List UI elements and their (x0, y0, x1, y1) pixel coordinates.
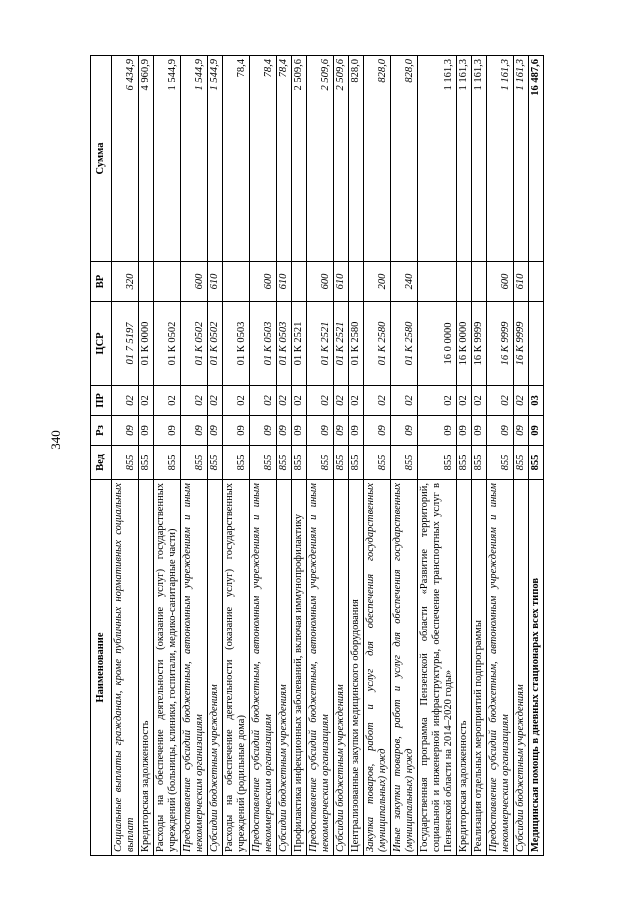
cell-ved: 855 (112, 446, 139, 480)
cell-name: Предоставление субсидий бюджетным, автономным учреждениям и иным некоммерческим организациям (307, 480, 334, 856)
cell-pr: 02 (154, 386, 181, 416)
cell-rz: 09 (250, 416, 277, 446)
table-row (334, 56, 349, 856)
cell-sum: 78,4 (250, 56, 277, 262)
cell-pr: 02 (112, 386, 139, 416)
cell-name: Социальные выплаты гражданам, кроме публичных нормативных социальных выплат (112, 480, 139, 856)
cell-sum: 1 544,9 (208, 56, 223, 262)
cell-sum: 2 509,6 (292, 56, 307, 262)
cell-rz: 09 (391, 416, 418, 446)
cell-sum: 828,0 (349, 56, 364, 262)
cell-vr (529, 262, 544, 302)
cell-sum: 828,0 (364, 56, 391, 262)
cell-name: Предоставление субсидий бюджетным, автономным учреждениям и иным некоммерческим организациям (250, 480, 277, 856)
table-row (154, 56, 181, 856)
cell-ved: 855 (154, 446, 181, 480)
cell-rz: 09 (334, 416, 349, 446)
cell-ved: 855 (334, 446, 349, 480)
cell-name: Иные закупки товаров, работ и услуг для обеспечения государственных (муниципальных) нужд (391, 480, 418, 856)
cell-vr: 600 (181, 262, 208, 302)
cell-ved: 855 (277, 446, 292, 480)
cell-pr: 02 (457, 386, 472, 416)
cell-csr: 01 К 0503 (223, 302, 250, 386)
cell-rz: 09 (208, 416, 223, 446)
cell-sum: 78,4 (277, 56, 292, 262)
cell-csr: 16 К 9999 (472, 302, 487, 386)
cell-name: Закупка товаров, работ и услуг для обеспечения государственных (муниципальных) нужд (364, 480, 391, 856)
cell-name: Кредиторская задолженность (139, 480, 154, 856)
cell-pr: 02 (181, 386, 208, 416)
cell-rz: 09 (487, 416, 514, 446)
cell-pr: 02 (391, 386, 418, 416)
cell-pr: 02 (334, 386, 349, 416)
cell-vr (292, 262, 307, 302)
cell-name: Расходы на обеспечение деятельности (оказание услуг) государственных учреждений (родильные дома) (223, 480, 250, 856)
cell-csr: 01 К 0502 (181, 302, 208, 386)
cell-csr: 01 К 0502 (208, 302, 223, 386)
cell-ved: 855 (472, 446, 487, 480)
table-row (292, 56, 307, 856)
cell-rz: 09 (418, 416, 457, 446)
cell-ved: 855 (514, 446, 529, 480)
table-row (418, 56, 457, 856)
cell-ved: 855 (181, 446, 208, 480)
page-number: 340 (48, 430, 63, 450)
cell-sum: 1 161,3 (418, 56, 457, 262)
cell-sum: 1 544,9 (154, 56, 181, 262)
cell-sum: 1 161,3 (514, 56, 529, 262)
cell-vr: 320 (112, 262, 139, 302)
table-row (529, 56, 544, 856)
cell-rz: 09 (139, 416, 154, 446)
cell-csr: 01 К 2521 (334, 302, 349, 386)
table-row (208, 56, 223, 856)
table-row (349, 56, 364, 856)
cell-rz: 09 (112, 416, 139, 446)
cell-ved: 855 (208, 446, 223, 480)
header-rz: Рз (91, 416, 112, 446)
cell-ved: 855 (250, 446, 277, 480)
cell-name: Предоставление субсидий бюджетным, автономным учреждениям и иным некоммерческим организациям (181, 480, 208, 856)
cell-pr: 02 (139, 386, 154, 416)
cell-csr: 16 К 9999 (514, 302, 529, 386)
cell-pr: 02 (364, 386, 391, 416)
table-row (181, 56, 208, 856)
cell-csr: 01 К 0503 (277, 302, 292, 386)
table-row (250, 56, 277, 856)
cell-name: Кредиторская задолженность (457, 480, 472, 856)
cell-csr: 01 К 0503 (250, 302, 277, 386)
rotated-table-container (90, 56, 570, 856)
cell-csr: 01 К 2521 (292, 302, 307, 386)
cell-csr: 16 К 0000 (457, 302, 472, 386)
table-header-row (91, 56, 112, 856)
cell-rz: 09 (307, 416, 334, 446)
cell-csr (529, 302, 544, 386)
cell-ved: 855 (223, 446, 250, 480)
cell-csr: 01 К 0000 (139, 302, 154, 386)
cell-pr: 03 (529, 386, 544, 416)
cell-sum: 1 544,9 (181, 56, 208, 262)
cell-vr (472, 262, 487, 302)
cell-ved: 855 (307, 446, 334, 480)
cell-vr (349, 262, 364, 302)
cell-rz: 09 (364, 416, 391, 446)
cell-vr: 610 (514, 262, 529, 302)
cell-sum: 2 509,6 (334, 56, 349, 262)
cell-csr: 01 К 2580 (391, 302, 418, 386)
header-pr: ПР (91, 386, 112, 416)
cell-sum: 4 960,9 (139, 56, 154, 262)
cell-csr: 16 0 0000 (418, 302, 457, 386)
cell-vr (457, 262, 472, 302)
cell-csr: 01 К 0502 (154, 302, 181, 386)
cell-vr: 200 (364, 262, 391, 302)
header-sum: Сумма (91, 56, 112, 262)
cell-pr: 02 (307, 386, 334, 416)
cell-ved: 855 (139, 446, 154, 480)
cell-vr: 610 (334, 262, 349, 302)
cell-rz: 09 (277, 416, 292, 446)
cell-rz: 09 (457, 416, 472, 446)
cell-ved: 855 (391, 446, 418, 480)
cell-vr: 610 (277, 262, 292, 302)
cell-vr: 610 (208, 262, 223, 302)
table-body (112, 56, 544, 856)
cell-sum: 828,0 (391, 56, 418, 262)
cell-vr (418, 262, 457, 302)
cell-vr (139, 262, 154, 302)
cell-sum: 1 161,3 (457, 56, 472, 262)
cell-rz: 09 (292, 416, 307, 446)
cell-ved: 855 (364, 446, 391, 480)
cell-sum: 78,4 (223, 56, 250, 262)
cell-name: Субсидии бюджетным учреждениям (514, 480, 529, 856)
table-row (391, 56, 418, 856)
cell-pr: 02 (277, 386, 292, 416)
cell-pr: 02 (250, 386, 277, 416)
cell-name: Расходы на обеспечение деятельности (оказание услуг) государственных учреждений (больницы, клиники, госпитали, медико-санитарные части) (154, 480, 181, 856)
cell-csr: 16 К 9999 (487, 302, 514, 386)
cell-name: Предоставление субсидий бюджетным, автономным учреждениям и иным некоммерческим организациям (487, 480, 514, 856)
cell-ved: 855 (529, 446, 544, 480)
cell-ved: 855 (457, 446, 472, 480)
cell-pr: 02 (514, 386, 529, 416)
table-row (487, 56, 514, 856)
cell-csr: 01 К 2521 (307, 302, 334, 386)
cell-sum: 16 487,6 (529, 56, 544, 262)
cell-ved: 855 (487, 446, 514, 480)
budget-table (90, 55, 544, 856)
cell-sum: 1 161,3 (472, 56, 487, 262)
table-row (139, 56, 154, 856)
cell-name: Субсидии бюджетным учреждениям (334, 480, 349, 856)
cell-name: Централизованные закупки медицинского оборудования (349, 480, 364, 856)
header-ved: Вед (91, 446, 112, 480)
table-row (472, 56, 487, 856)
cell-ved: 855 (418, 446, 457, 480)
cell-rz: 09 (472, 416, 487, 446)
cell-vr (154, 262, 181, 302)
cell-vr: 600 (487, 262, 514, 302)
cell-name: Реализация отдельных мероприятий подпрограммы (472, 480, 487, 856)
cell-rz: 09 (223, 416, 250, 446)
cell-csr: 01 7 5197 (112, 302, 139, 386)
cell-rz: 09 (181, 416, 208, 446)
cell-vr: 600 (250, 262, 277, 302)
cell-vr: 600 (307, 262, 334, 302)
cell-name: Субсидии бюджетным учреждениям (277, 480, 292, 856)
cell-sum: 6 434,9 (112, 56, 139, 262)
cell-rz: 09 (154, 416, 181, 446)
cell-pr: 02 (418, 386, 457, 416)
cell-ved: 855 (292, 446, 307, 480)
header-vr: ВР (91, 262, 112, 302)
cell-csr: 01 К 2580 (349, 302, 364, 386)
header-csr: ЦСР (91, 302, 112, 386)
table-row (223, 56, 250, 856)
table-row (307, 56, 334, 856)
table-row (457, 56, 472, 856)
cell-pr: 02 (223, 386, 250, 416)
cell-rz: 09 (529, 416, 544, 446)
cell-pr: 02 (349, 386, 364, 416)
cell-name: Субсидии бюджетным учреждениям (208, 480, 223, 856)
table-row (364, 56, 391, 856)
table-row (112, 56, 139, 856)
cell-sum: 1 161,3 (487, 56, 514, 262)
table-row (277, 56, 292, 856)
cell-name: Профилактика инфекционных заболеваний, включая иммунопрофилактику (292, 480, 307, 856)
cell-pr: 02 (487, 386, 514, 416)
cell-csr: 01 К 2580 (364, 302, 391, 386)
cell-ved: 855 (349, 446, 364, 480)
header-name: Наименование (91, 480, 112, 856)
cell-pr: 02 (208, 386, 223, 416)
cell-name: Медицинская помощь в дневных стационарах всех типов (529, 480, 544, 856)
cell-rz: 09 (349, 416, 364, 446)
cell-rz: 09 (514, 416, 529, 446)
cell-sum: 2 509,6 (307, 56, 334, 262)
cell-pr: 02 (472, 386, 487, 416)
cell-vr: 240 (391, 262, 418, 302)
cell-vr (223, 262, 250, 302)
cell-pr: 02 (292, 386, 307, 416)
table-row (514, 56, 529, 856)
cell-name: Государственная программа Пензенской области «Развитие территорий, социальной и инженерной инфраструктуры, обеспечение транспортных услуг в Пензенской области на 2014–2020 годы» (418, 480, 457, 856)
